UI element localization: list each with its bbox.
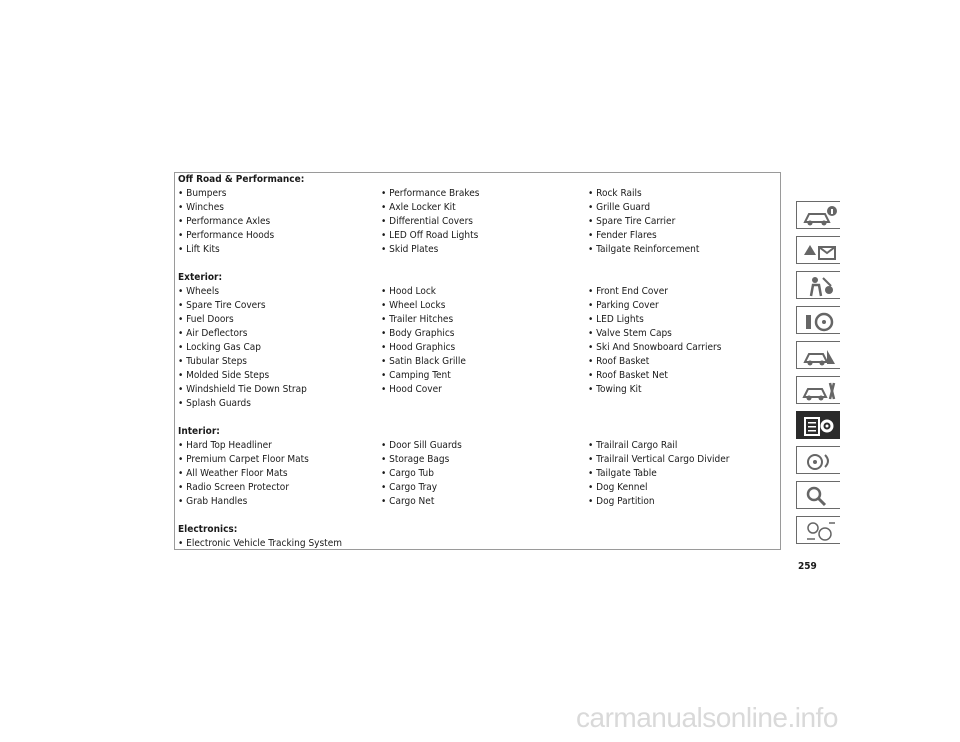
warning-lights-icon bbox=[801, 239, 839, 263]
item-row bbox=[178, 355, 778, 369]
accessory-item: • Cargo Tray bbox=[381, 482, 438, 493]
accessory-item: • Roof Basket bbox=[588, 356, 650, 367]
languages-icon bbox=[801, 519, 839, 543]
accessory-item: • Wheel Locks bbox=[381, 300, 446, 311]
accessory-item: • Hood Graphics bbox=[381, 342, 456, 353]
tab-starting-operating[interactable] bbox=[796, 306, 840, 334]
accessory-item: • Grab Handles bbox=[178, 496, 248, 507]
accessory-item: • Hood Lock bbox=[381, 286, 436, 297]
accessory-item: • Locking Gas Cap bbox=[178, 342, 261, 353]
accessory-item: • Radio Screen Protector bbox=[178, 482, 290, 493]
item-row bbox=[178, 383, 778, 397]
accessory-item: • Grille Guard bbox=[588, 202, 651, 213]
accessory-item: • Dog Partition bbox=[588, 496, 655, 507]
section-heading: Interior: bbox=[178, 426, 220, 437]
section-electronics bbox=[178, 523, 778, 551]
tab-servicing[interactable] bbox=[796, 376, 840, 404]
accessory-item: • Wheels bbox=[178, 286, 220, 297]
accessory-item: • Premium Carpet Floor Mats bbox=[178, 454, 309, 465]
section-heading: Electronics: bbox=[178, 524, 238, 535]
accessory-item: • Windshield Tie Down Strap bbox=[178, 384, 307, 395]
car-info-icon bbox=[801, 204, 839, 228]
accessory-item: • Roof Basket Net bbox=[588, 370, 668, 381]
accessory-item: • Air Deflectors bbox=[178, 328, 248, 339]
accessory-item: • Skid Plates bbox=[381, 244, 439, 255]
item-row bbox=[178, 467, 778, 481]
tab-languages[interactable] bbox=[796, 516, 840, 544]
accessory-item: • Molded Side Steps bbox=[178, 370, 270, 381]
section-exterior bbox=[178, 271, 778, 411]
accessory-item: • Fuel Doors bbox=[178, 314, 234, 325]
item-row bbox=[178, 327, 778, 341]
item-row bbox=[178, 537, 778, 551]
item-row bbox=[178, 187, 778, 201]
steering-wheel-icon bbox=[801, 309, 839, 333]
multimedia-icon bbox=[801, 449, 839, 473]
accessory-item: • Lift Kits bbox=[178, 244, 220, 255]
item-row bbox=[178, 229, 778, 243]
section-off-road-performance bbox=[178, 173, 778, 257]
search-index-icon bbox=[801, 484, 839, 508]
accessory-item: • Trailer Hitches bbox=[381, 314, 454, 325]
item-row bbox=[178, 201, 778, 215]
section-heading: Off Road & Performance: bbox=[178, 174, 305, 185]
accessory-item: • Tubular Steps bbox=[178, 356, 247, 367]
accessory-item: • Hood Cover bbox=[381, 384, 442, 395]
tab-technical-specifications[interactable] bbox=[796, 411, 840, 439]
item-row bbox=[178, 299, 778, 313]
accessory-item: • Door Sill Guards bbox=[381, 440, 462, 451]
accessory-item: • Trailrail Vertical Cargo Divider bbox=[588, 454, 730, 465]
accessory-item: • Differential Covers bbox=[381, 216, 473, 227]
section-rows bbox=[178, 187, 778, 257]
item-row bbox=[178, 341, 778, 355]
accessory-item: • Camping Tent bbox=[381, 370, 451, 381]
accessory-item: • All Weather Floor Mats bbox=[178, 468, 288, 479]
accessory-item: • Trailrail Cargo Rail bbox=[588, 440, 678, 451]
tab-car-info[interactable] bbox=[796, 201, 840, 229]
accessory-item: • Winches bbox=[178, 202, 224, 213]
specifications-gear-icon bbox=[801, 414, 839, 438]
accessory-item: • Bumpers bbox=[178, 188, 227, 199]
item-row bbox=[178, 453, 778, 467]
accessory-item: • Towing Kit bbox=[588, 384, 642, 395]
section-rows bbox=[178, 537, 778, 551]
accessory-item: • Fender Flares bbox=[588, 230, 657, 241]
accessory-item: • Spare Tire Carrier bbox=[588, 216, 676, 227]
item-row bbox=[178, 215, 778, 229]
accessory-item: • Cargo Net bbox=[381, 496, 435, 507]
accessory-item: • Valve Stem Caps bbox=[588, 328, 672, 339]
accessory-item: • Dog Kennel bbox=[588, 482, 648, 493]
item-row bbox=[178, 481, 778, 495]
item-row bbox=[178, 313, 778, 327]
safety-airbag-icon bbox=[801, 274, 839, 298]
accessory-item: • Performance Brakes bbox=[381, 188, 480, 199]
item-row bbox=[178, 397, 778, 411]
section-heading: Exterior: bbox=[178, 272, 223, 283]
page-number: 259 bbox=[798, 561, 817, 572]
tab-warning-lights[interactable] bbox=[796, 236, 840, 264]
item-row bbox=[178, 369, 778, 383]
servicing-car-icon bbox=[801, 379, 839, 403]
accessory-item: • Hard Top Headliner bbox=[178, 440, 272, 451]
tab-index[interactable] bbox=[796, 481, 840, 509]
tab-safety[interactable] bbox=[796, 271, 840, 299]
accessory-item: • Splash Guards bbox=[178, 398, 251, 409]
accessory-item: • Tailgate Table bbox=[588, 468, 657, 479]
accessory-item: • Spare Tire Covers bbox=[178, 300, 266, 311]
item-row bbox=[178, 285, 778, 299]
accessory-item: • Body Graphics bbox=[381, 328, 455, 339]
item-row bbox=[178, 243, 778, 257]
accessory-item: • Electronic Vehicle Tracking System bbox=[178, 538, 343, 549]
section-rows bbox=[178, 285, 778, 411]
accessory-item: • Front End Cover bbox=[588, 286, 668, 297]
watermark: carmanualsonline.info bbox=[576, 702, 838, 733]
section-interior bbox=[178, 425, 778, 509]
accessory-item: • Storage Bags bbox=[381, 454, 450, 465]
accessory-item: • Cargo Tub bbox=[381, 468, 434, 479]
accessory-item: • Axle Locker Kit bbox=[381, 202, 456, 213]
tab-emergency[interactable] bbox=[796, 341, 840, 369]
item-row bbox=[178, 439, 778, 453]
item-row bbox=[178, 495, 778, 509]
accessories-table bbox=[174, 172, 781, 550]
accessory-item: • LED Off Road Lights bbox=[381, 230, 479, 241]
accessory-item: • LED Lights bbox=[588, 314, 644, 325]
accessory-item: • Performance Axles bbox=[178, 216, 271, 227]
section-rows bbox=[178, 439, 778, 509]
accessory-item: • Satin Black Grille bbox=[381, 356, 466, 367]
emergency-car-icon bbox=[801, 344, 839, 368]
accessory-item: • Parking Cover bbox=[588, 300, 659, 311]
accessory-item: • Ski And Snowboard Carriers bbox=[588, 342, 722, 353]
tab-multimedia[interactable] bbox=[796, 446, 840, 474]
accessory-item: • Performance Hoods bbox=[178, 230, 275, 241]
accessory-item: • Rock Rails bbox=[588, 188, 642, 199]
accessory-item: • Tailgate Reinforcement bbox=[588, 244, 700, 255]
